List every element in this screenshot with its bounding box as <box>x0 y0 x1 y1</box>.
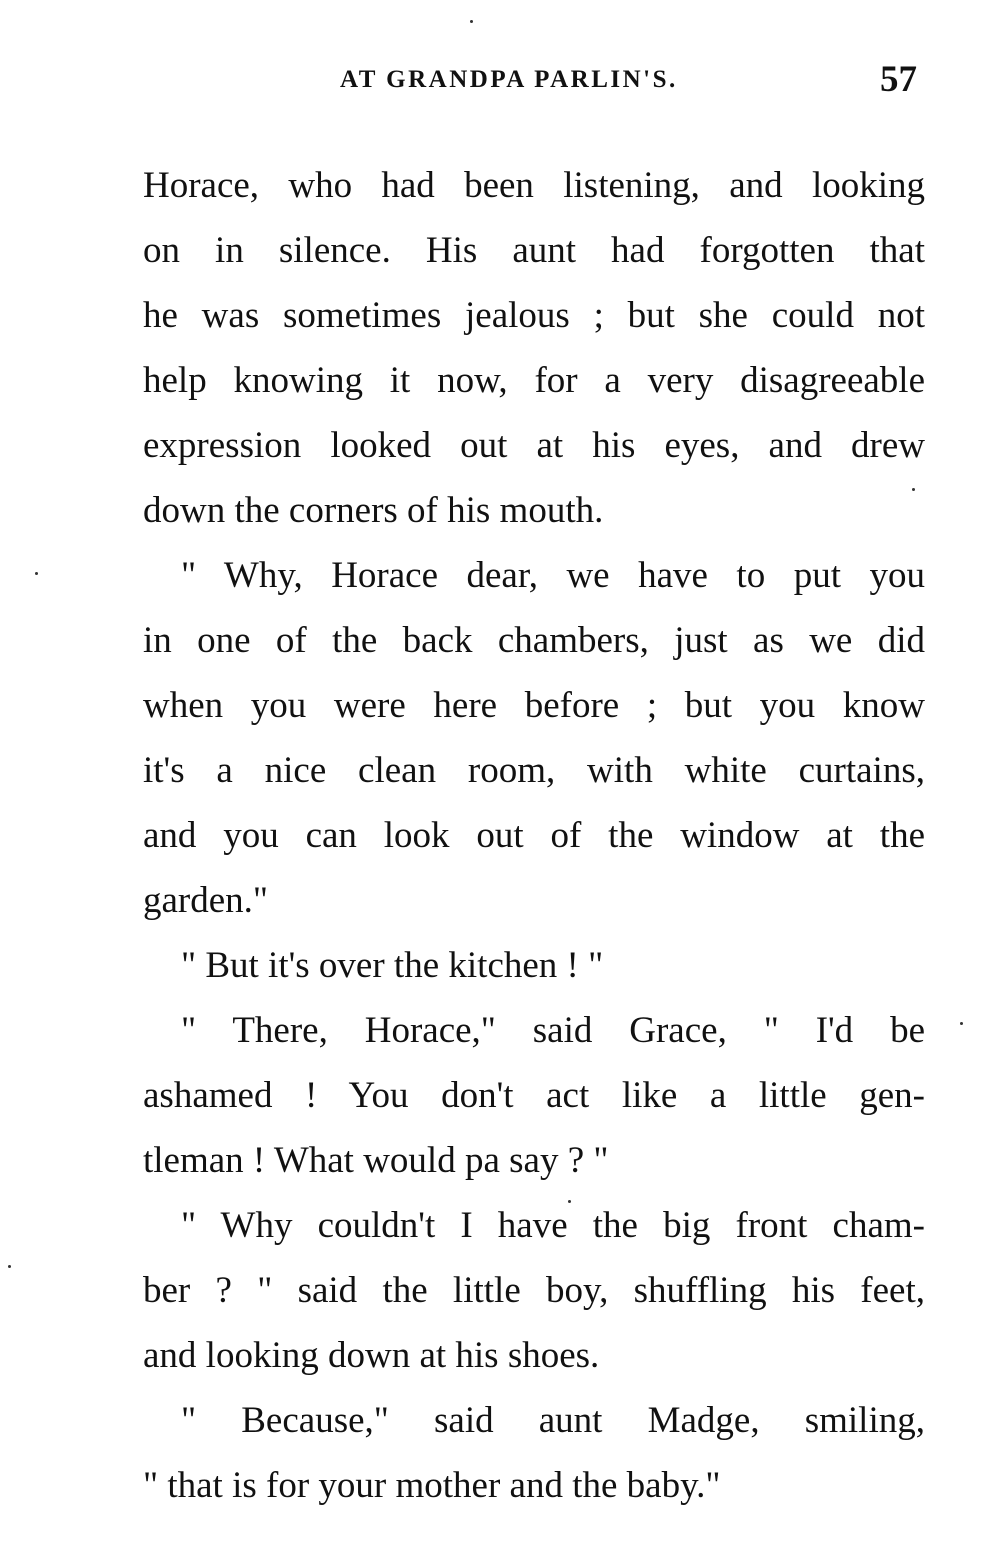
text-line: expression looked out at his eyes, and drew <box>143 425 925 466</box>
text-line: on in silence. His aunt had forgotten that <box>143 230 925 271</box>
text-line: " Why couldn't I have the big front cham- <box>181 1205 925 1246</box>
text-line: tleman ! What would pa say ? " <box>143 1140 609 1181</box>
text-line: ber ? " said the little boy, shuffling his feet, <box>143 1270 925 1311</box>
print-speck <box>960 1022 963 1025</box>
print-speck <box>470 20 473 23</box>
text-line: it's a nice clean room, with white curtains, <box>143 750 925 791</box>
text-line: garden." <box>143 880 269 921</box>
text-line: Horace, who had been listening, and looking <box>143 165 925 206</box>
print-speck <box>912 488 915 491</box>
text-line: help knowing it now, for a very disagreeable <box>143 360 925 401</box>
text-line: and you can look out of the window at the <box>143 815 925 856</box>
text-line: he was sometimes jealous ; but she could not <box>143 295 925 336</box>
print-speck <box>8 1265 11 1268</box>
print-speck <box>35 572 38 575</box>
page-header <box>0 58 992 108</box>
text-line: down the corners of his mouth. <box>143 490 604 531</box>
running-title: AT GRANDPA PARLIN'S. <box>340 66 678 93</box>
text-line: " that is for your mother and the baby." <box>143 1465 721 1506</box>
text-line: " But it's over the kitchen ! " <box>181 945 604 986</box>
text-line: " Because," said aunt Madge, smiling, <box>181 1400 925 1441</box>
text-line: " Why, Horace dear, we have to put you <box>181 555 925 596</box>
body-text <box>143 160 925 1525</box>
text-line: when you were here before ; but you know <box>143 685 925 726</box>
text-line: ashamed ! You don't act like a little gen- <box>143 1075 925 1116</box>
text-line: in one of the back chambers, just as we did <box>143 620 925 661</box>
text-line: and looking down at his shoes. <box>143 1335 600 1376</box>
print-speck <box>568 1200 571 1203</box>
page-number: 57 <box>880 59 917 100</box>
text-line: " There, Horace," said Grace, " I'd be <box>181 1010 925 1051</box>
